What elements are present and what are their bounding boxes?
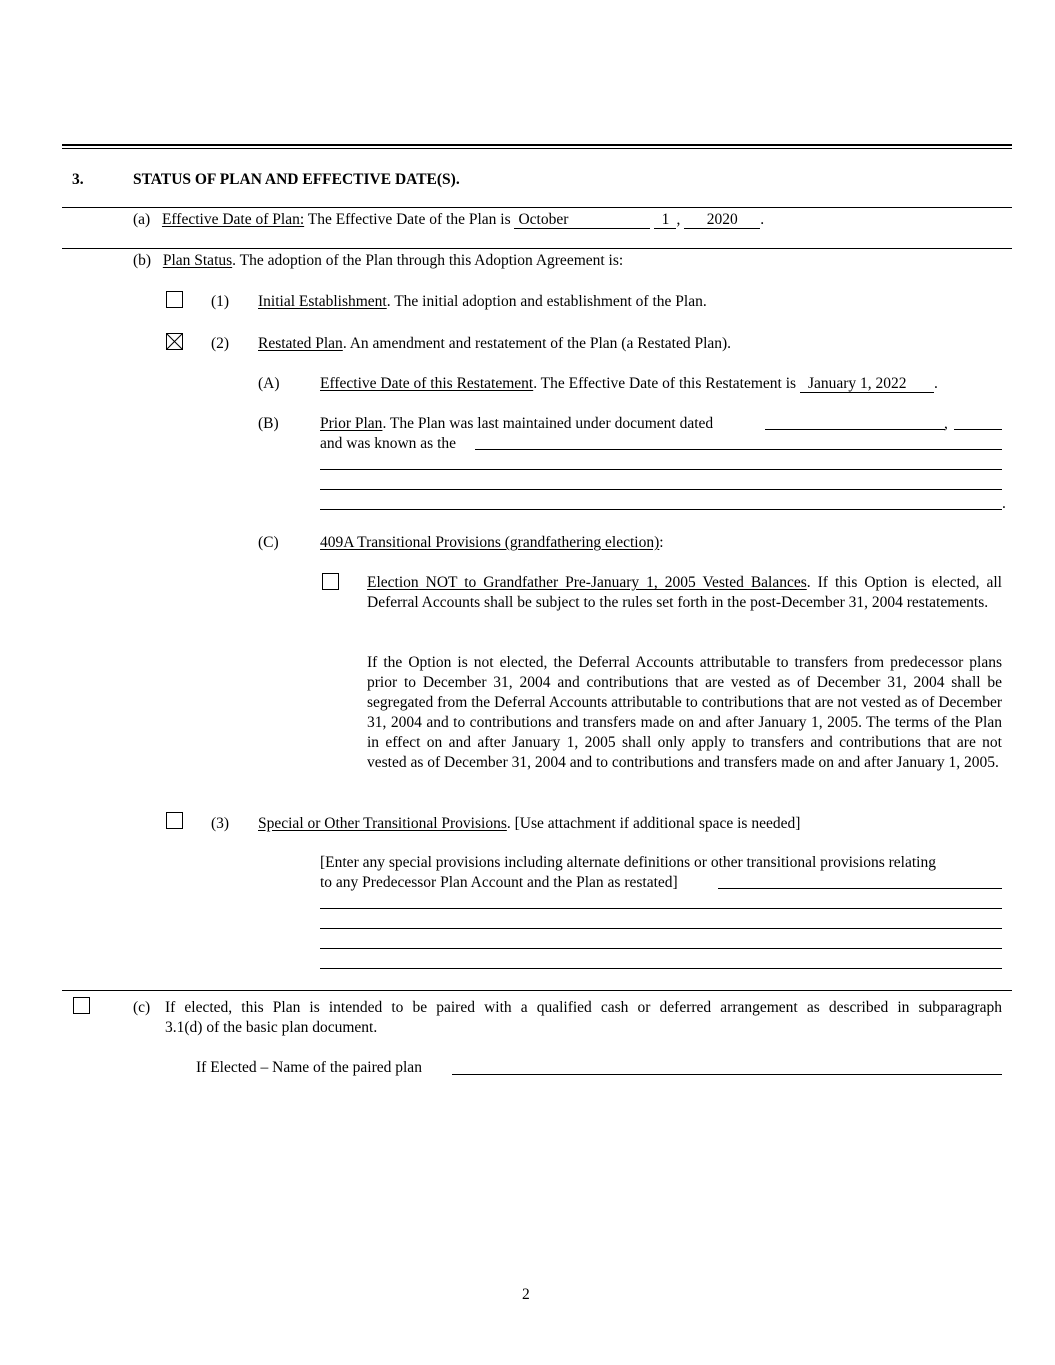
effective-day-field[interactable]: 1 bbox=[654, 212, 676, 229]
item-b-heading: Plan Status bbox=[162, 252, 233, 269]
effective-year-field[interactable]: 2020 bbox=[684, 212, 760, 229]
grandfather-election-para2: If the Option is not elected, the Deferral Accounts attributable to transfers from predecessor plans prior to December 31, 2004 and contributions that are vested as of December 31, 2004 shall be segregated from the Deferral Accounts attributable to contributions that are not vested as of December 31, 2004 and to contributions and transfers made on and after January 1, 2005. The terms of the Plan in effect on and after January 1, 2005 shall only apply to transfers and contributions that are not vested as of December 31, 2004 and to contributions and transfers made on and after January 1, 2005. bbox=[367, 654, 1002, 771]
opt2-text: Restated Plan. An amendment and restatement of the Plan (a Restated Plan). bbox=[258, 335, 732, 352]
item-b-text: . The adoption of the Plan through this Adoption Agreement is: bbox=[232, 252, 624, 269]
opt2-A-marker: (A) bbox=[258, 375, 280, 392]
item-a-text: The Effective Date of the Plan is bbox=[307, 211, 511, 228]
opt3-text: Special or Other Transitional Provisions. [Use attachment if additional space is needed] bbox=[258, 815, 801, 832]
item-a-heading: Effective Date of Plan: bbox=[161, 211, 305, 228]
prior-plan-name-field-3[interactable] bbox=[320, 489, 1002, 490]
opt1-heading: Initial Establishment bbox=[258, 293, 387, 310]
special-provisions-field-4[interactable] bbox=[320, 948, 1002, 949]
opt1-num: (1) bbox=[211, 293, 230, 310]
opt2-C-marker: (C) bbox=[258, 534, 279, 551]
section-title: STATUS OF PLAN AND EFFECTIVE DATE(S). bbox=[133, 171, 460, 188]
prior-plan-known-as-label: and was known as the bbox=[320, 435, 457, 452]
prior-plan-date-field[interactable] bbox=[765, 429, 945, 430]
special-provisions-field-5[interactable] bbox=[320, 968, 1002, 969]
item-c-line1: If elected, this Plan is intended to be paired with a qualified cash or deferred arrangement as described in subparagraph bbox=[165, 999, 1002, 1016]
paired-plan-checkbox[interactable] bbox=[73, 997, 90, 1014]
item-a-marker: (a) bbox=[133, 211, 151, 228]
item-b bbox=[133, 251, 623, 271]
restatement-date-field[interactable]: January 1, 2022 bbox=[800, 376, 934, 393]
opt3-heading: Special or Other Transitional Provisions bbox=[258, 815, 507, 832]
opt2-B-marker: (B) bbox=[258, 415, 279, 432]
top-rule-1 bbox=[62, 144, 1012, 146]
checked-x-icon bbox=[167, 334, 182, 349]
prior-plan-name-field-2[interactable] bbox=[320, 469, 1002, 470]
special-provisions-field-3[interactable] bbox=[320, 928, 1002, 929]
prior-plan-comma: , bbox=[944, 415, 948, 432]
section-rule-3 bbox=[62, 990, 1012, 991]
opt2-heading: Restated Plan bbox=[258, 335, 343, 352]
opt1-text: Initial Establishment. The initial adoption and establishment of the Plan. bbox=[258, 293, 707, 310]
opt2-num: (2) bbox=[211, 335, 230, 352]
grandfather-election-heading: Election NOT to Grandfather Pre-January 1, 2005 Vested Balances bbox=[367, 574, 807, 591]
special-provisions-instruction-2: to any Predecessor Plan Account and the Plan as restated] bbox=[320, 874, 678, 891]
paired-plan-name-field[interactable] bbox=[452, 1074, 1002, 1075]
page-number: 2 bbox=[522, 1286, 530, 1303]
prior-plan-name-field-4[interactable] bbox=[320, 509, 1002, 510]
opt2-C-text: 409A Transitional Provisions (grandfathering election): bbox=[320, 534, 664, 551]
item-a: (a) Effective Date of Plan: The Effective Date of the Plan is October 1 , 2020 . bbox=[133, 211, 765, 228]
409a-heading: 409A Transitional Provisions (grandfathering election) bbox=[320, 534, 660, 551]
grandfather-election-checkbox[interactable] bbox=[322, 573, 339, 590]
special-provisions-field-1[interactable] bbox=[718, 888, 1002, 889]
section-rule-2 bbox=[62, 248, 1012, 249]
restated-plan-checkbox[interactable] bbox=[166, 333, 183, 350]
item-c-marker: (c) bbox=[133, 999, 151, 1016]
item-b-marker: (b) bbox=[133, 252, 152, 269]
prior-plan-year-field[interactable] bbox=[954, 429, 1002, 430]
section-rule-1 bbox=[62, 207, 1012, 208]
opt2-B-text: Prior Plan. The Plan was last maintained under document dated bbox=[320, 415, 714, 432]
opt2-A-text: Effective Date of this Restatement. The Effective Date of this Restatement is January 1, 2022 . bbox=[320, 375, 938, 392]
opt3-num: (3) bbox=[211, 815, 230, 832]
prior-plan-heading: Prior Plan bbox=[320, 415, 383, 432]
item-c-line2: 3.1(d) of the basic plan document. bbox=[165, 1019, 378, 1036]
grandfather-election-text: Election NOT to Grandfather Pre-January 1, 2005 Vested Balances. If this Option is elected, all Deferral Accounts shall be subject to the rules set forth in the post-December 31, 2004 restatements. bbox=[367, 574, 1002, 611]
prior-plan-name-field-1[interactable] bbox=[475, 449, 1002, 450]
special-provisions-checkbox[interactable] bbox=[166, 812, 183, 829]
initial-establishment-checkbox[interactable] bbox=[166, 291, 183, 308]
prior-plan-period: . bbox=[1002, 495, 1006, 512]
top-rule-2 bbox=[62, 148, 1012, 149]
paired-plan-label: If Elected – Name of the paired plan bbox=[196, 1059, 422, 1076]
section-number: 3. bbox=[72, 171, 84, 188]
special-provisions-instruction-1: [Enter any special provisions including alternate definitions or other transitional provisions relating bbox=[320, 854, 936, 871]
special-provisions-field-2[interactable] bbox=[320, 908, 1002, 909]
restatement-heading: Effective Date of this Restatement bbox=[320, 375, 534, 392]
effective-month-field[interactable]: October bbox=[514, 212, 650, 229]
